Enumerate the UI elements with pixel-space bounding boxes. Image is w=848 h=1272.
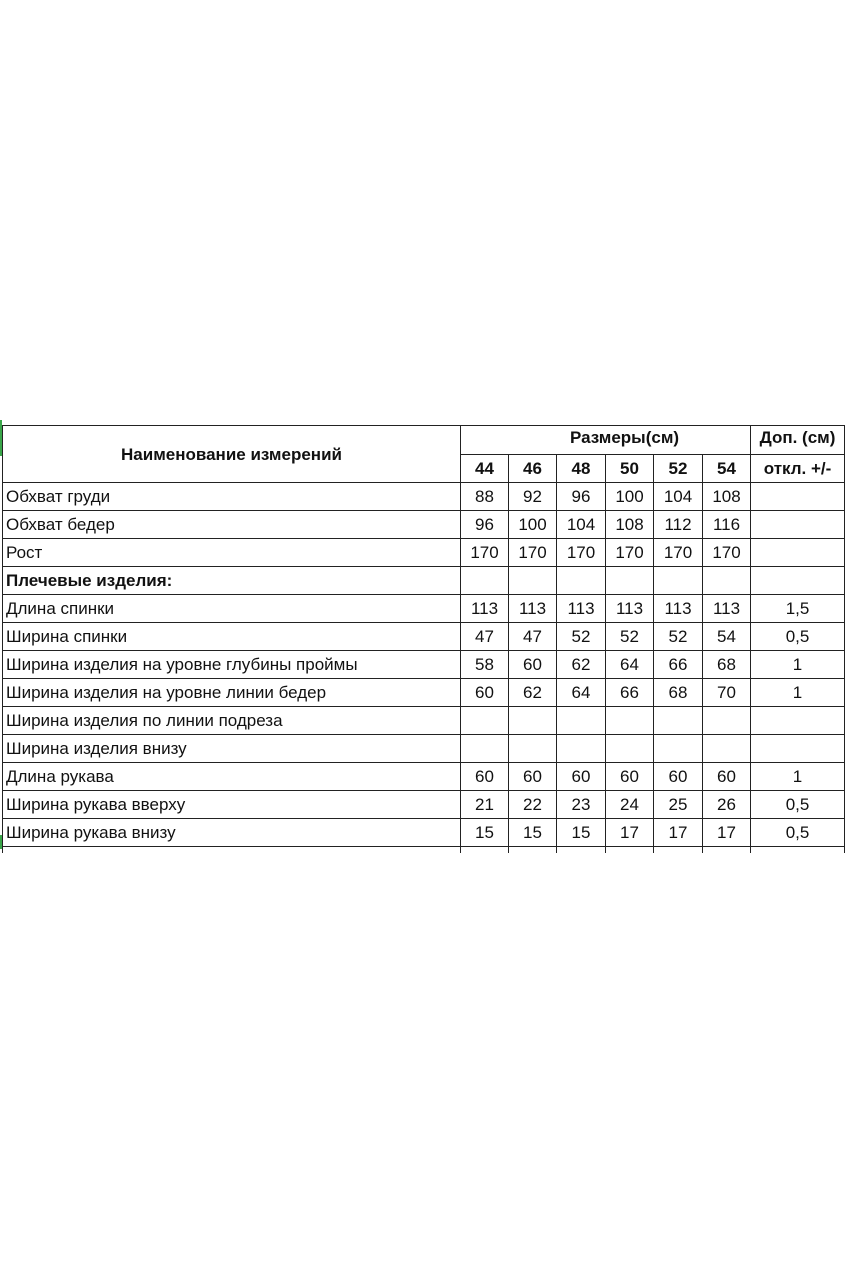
- size-value-cell: 100: [509, 511, 557, 539]
- tolerance-cell: [751, 511, 845, 539]
- size-value-cell: 17: [606, 819, 654, 847]
- size-value-cell: [606, 707, 654, 735]
- tolerance-cell: [751, 735, 845, 763]
- size-value-cell: 17: [703, 819, 751, 847]
- size-value-cell: 60: [509, 763, 557, 791]
- measurement-name-header: Наименование измерений: [3, 426, 461, 483]
- size-value-cell: 60: [509, 651, 557, 679]
- measurement-label: Длина спинки: [3, 595, 461, 623]
- size-value-cell: 66: [606, 679, 654, 707]
- tolerance-cell: 1,5: [751, 595, 845, 623]
- measurement-label: Рост: [3, 539, 461, 567]
- size-value-cell: 47: [461, 623, 509, 651]
- table-row: [3, 679, 845, 707]
- table-row: [3, 847, 845, 854]
- measurement-label: Обхват груди: [3, 483, 461, 511]
- size-value-cell: 62: [557, 651, 606, 679]
- size-value-cell: 64: [606, 651, 654, 679]
- size-value-cell: 15: [557, 819, 606, 847]
- size-value-cell: 17: [654, 819, 703, 847]
- measurement-label: Плечевые изделия:: [3, 567, 461, 595]
- empty-cell: [557, 847, 606, 854]
- size-value-cell: [654, 567, 703, 595]
- size-value-cell: [509, 567, 557, 595]
- size-value-cell: 15: [461, 819, 509, 847]
- size-header-cell: 44: [461, 455, 509, 483]
- size-value-cell: 52: [606, 623, 654, 651]
- size-value-cell: 24: [606, 791, 654, 819]
- size-value-cell: [557, 735, 606, 763]
- size-value-cell: 47: [509, 623, 557, 651]
- sizes-header: Размеры(см): [461, 426, 751, 455]
- size-value-cell: [461, 567, 509, 595]
- size-value-cell: 113: [606, 595, 654, 623]
- size-chart-table: [2, 425, 845, 853]
- size-value-cell: 25: [654, 791, 703, 819]
- size-value-cell: 54: [703, 623, 751, 651]
- size-value-cell: [557, 707, 606, 735]
- empty-cell: [654, 847, 703, 854]
- size-value-cell: 104: [654, 483, 703, 511]
- size-header-cell: 54: [703, 455, 751, 483]
- size-value-cell: [557, 567, 606, 595]
- size-value-cell: 88: [461, 483, 509, 511]
- size-value-cell: 170: [557, 539, 606, 567]
- size-value-cell: 60: [557, 763, 606, 791]
- size-value-cell: 62: [509, 679, 557, 707]
- size-value-cell: 68: [654, 679, 703, 707]
- empty-cell: [461, 847, 509, 854]
- size-value-cell: 15: [509, 819, 557, 847]
- tolerance-cell: 1: [751, 679, 845, 707]
- tolerance-cell: 0,5: [751, 819, 845, 847]
- size-value-cell: 68: [703, 651, 751, 679]
- size-value-cell: 113: [703, 595, 751, 623]
- measurement-label: Ширина спинки: [3, 623, 461, 651]
- size-value-cell: 170: [703, 539, 751, 567]
- table-row: [3, 595, 845, 623]
- size-value-cell: 52: [654, 623, 703, 651]
- size-value-cell: 60: [461, 679, 509, 707]
- empty-cell: [703, 847, 751, 854]
- measurement-label: Ширина рукава вверху: [3, 791, 461, 819]
- table-row: [3, 539, 845, 567]
- size-value-cell: 58: [461, 651, 509, 679]
- size-value-cell: 60: [606, 763, 654, 791]
- table-row: [3, 763, 845, 791]
- measurement-label: Ширина изделия на уровне глубины проймы: [3, 651, 461, 679]
- size-value-cell: 170: [654, 539, 703, 567]
- table-row: [3, 483, 845, 511]
- size-value-cell: 113: [509, 595, 557, 623]
- measurement-label: Обхват бедер: [3, 511, 461, 539]
- size-value-cell: 170: [461, 539, 509, 567]
- table-row: [3, 623, 845, 651]
- size-value-cell: 21: [461, 791, 509, 819]
- size-value-cell: [509, 707, 557, 735]
- tolerance-cell: [751, 483, 845, 511]
- measurement-label: Ширина изделия на уровне линии бедер: [3, 679, 461, 707]
- size-value-cell: 96: [461, 511, 509, 539]
- size-value-cell: 116: [703, 511, 751, 539]
- size-value-cell: [703, 735, 751, 763]
- size-value-cell: [461, 707, 509, 735]
- tolerance-subheader: откл. +/-: [751, 455, 845, 483]
- empty-cell: [3, 847, 461, 854]
- size-value-cell: 26: [703, 791, 751, 819]
- size-value-cell: [606, 567, 654, 595]
- size-value-cell: 60: [703, 763, 751, 791]
- size-value-cell: [703, 707, 751, 735]
- tolerance-cell: [751, 539, 845, 567]
- size-value-cell: 92: [509, 483, 557, 511]
- table-row: [3, 791, 845, 819]
- size-value-cell: 70: [703, 679, 751, 707]
- size-value-cell: 96: [557, 483, 606, 511]
- table-row: [3, 819, 845, 847]
- size-header-cell: 50: [606, 455, 654, 483]
- size-value-cell: 113: [461, 595, 509, 623]
- size-value-cell: 108: [703, 483, 751, 511]
- tolerance-cell: [751, 567, 845, 595]
- size-value-cell: [654, 707, 703, 735]
- size-chart-sheet: [0, 425, 848, 853]
- size-value-cell: 112: [654, 511, 703, 539]
- size-value-cell: 23: [557, 791, 606, 819]
- size-value-cell: [509, 735, 557, 763]
- size-value-cell: 60: [654, 763, 703, 791]
- size-value-cell: 64: [557, 679, 606, 707]
- tolerance-cell: 0,5: [751, 791, 845, 819]
- table-row: [3, 511, 845, 539]
- table-row: [3, 735, 845, 763]
- size-value-cell: 104: [557, 511, 606, 539]
- tolerance-cell: 0,5: [751, 623, 845, 651]
- size-value-cell: 113: [557, 595, 606, 623]
- size-value-cell: [461, 735, 509, 763]
- size-value-cell: [654, 735, 703, 763]
- table-row: [3, 651, 845, 679]
- measurement-label: Ширина изделия внизу: [3, 735, 461, 763]
- size-value-cell: 113: [654, 595, 703, 623]
- size-value-cell: [703, 567, 751, 595]
- size-value-cell: 170: [509, 539, 557, 567]
- size-value-cell: 108: [606, 511, 654, 539]
- table-row: [3, 567, 845, 595]
- size-value-cell: 60: [461, 763, 509, 791]
- empty-cell: [751, 847, 845, 854]
- measurement-label: Ширина рукава внизу: [3, 819, 461, 847]
- size-value-cell: 100: [606, 483, 654, 511]
- tolerance-cell: [751, 707, 845, 735]
- size-value-cell: [606, 735, 654, 763]
- size-header-cell: 46: [509, 455, 557, 483]
- tolerance-header: Доп. (см): [751, 426, 845, 455]
- size-value-cell: 22: [509, 791, 557, 819]
- size-value-cell: 170: [606, 539, 654, 567]
- empty-cell: [509, 847, 557, 854]
- size-value-cell: 66: [654, 651, 703, 679]
- measurement-label: Длина рукава: [3, 763, 461, 791]
- measurement-label: Ширина изделия по линии подреза: [3, 707, 461, 735]
- table-row: [3, 707, 845, 735]
- tolerance-cell: 1: [751, 763, 845, 791]
- size-header-cell: 52: [654, 455, 703, 483]
- size-header-cell: 48: [557, 455, 606, 483]
- size-value-cell: 52: [557, 623, 606, 651]
- empty-cell: [606, 847, 654, 854]
- tolerance-cell: 1: [751, 651, 845, 679]
